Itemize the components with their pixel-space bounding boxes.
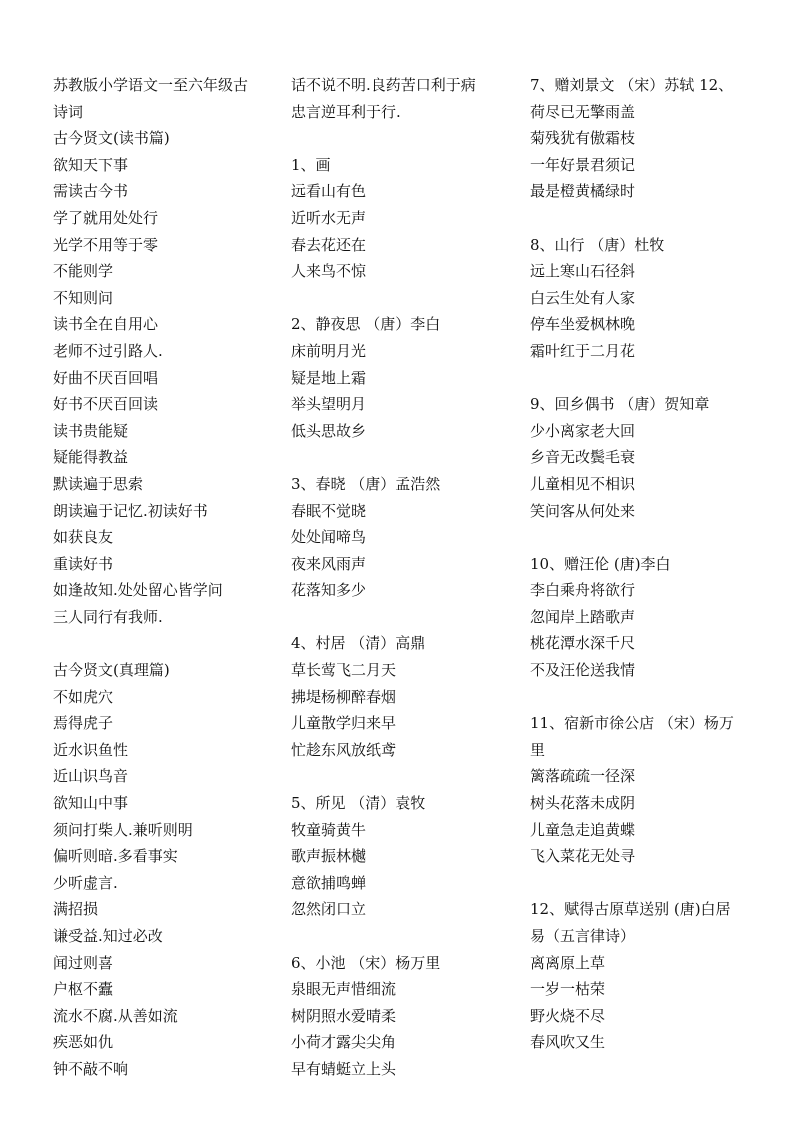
text-line: 不如虎穴 xyxy=(53,687,114,706)
blank-line xyxy=(53,630,273,657)
text-line: 小荷才露尖尖角 xyxy=(291,1033,397,1052)
text-line: 夜来风雨声 xyxy=(291,554,367,573)
text-line: 儿童相见不相识 xyxy=(530,474,636,493)
text-line: 好曲不厌百回唱 xyxy=(53,368,159,387)
text-line: 读书贵能疑 xyxy=(53,421,129,440)
text-line: 光学不用等于零 xyxy=(53,235,159,254)
text-line: 疑能得教益 xyxy=(53,448,129,467)
text-line: 7、赠刘景文 （宋）苏轼 12、 xyxy=(530,76,734,94)
text-line: 歌声振林樾 xyxy=(291,847,367,866)
text-line: 桃花潭水深千尺 xyxy=(530,634,636,653)
text-line: 读书全在自用心 xyxy=(53,315,159,334)
text-line: 忽闻岸上踏歌声 xyxy=(530,607,636,626)
text-line: 12、赋得古原草送别 (唐)白居 xyxy=(530,900,731,919)
blank-line xyxy=(291,285,511,312)
text-line: 牧童骑黄牛 xyxy=(291,820,367,839)
text-line: 满招损 xyxy=(53,900,99,919)
text-line: 古今贤文(真理篇) xyxy=(53,661,170,680)
text-line: 易（五言律诗） xyxy=(530,927,636,945)
text-line: 树头花落未成阴 xyxy=(530,794,636,813)
text-line: 5、所见 （清）袁牧 xyxy=(291,794,426,813)
text-line: 朗读遍于记忆.初读好书 xyxy=(53,501,208,520)
text-line: 如获良友 xyxy=(53,528,114,547)
text-line: 停车坐爱枫林晚 xyxy=(530,315,636,334)
text-line: 少小离家老大回 xyxy=(530,421,636,440)
text-line: 重读好书 xyxy=(53,554,114,573)
text-line: 近山识鸟音 xyxy=(53,767,129,786)
text-line: 忠言逆耳利于行. xyxy=(291,102,401,121)
text-line: 春眠不觉晓 xyxy=(291,501,367,520)
text-line: 花落知多少 xyxy=(291,581,367,600)
text-line: 疾恶如仇 xyxy=(53,1033,114,1052)
text-line: 古今贤文(读书篇) xyxy=(53,129,170,148)
text-line: 三人同行有我师. xyxy=(53,607,163,626)
text-line: 忽然闭口立 xyxy=(291,900,367,919)
text-line: 低头思故乡 xyxy=(291,421,367,440)
text-line: 流水不腐.从善如流 xyxy=(53,1006,178,1025)
text-line: 举头望明月 xyxy=(291,395,367,414)
blank-line xyxy=(530,684,770,711)
text-line: 离离原上草 xyxy=(530,953,606,972)
text-line: 忙趁东风放纸鸢 xyxy=(291,740,397,759)
text-line: 床前明月光 xyxy=(291,341,367,360)
text-line: 白云生处有人家 xyxy=(530,288,636,307)
text-line: 少听虚言. xyxy=(53,873,118,892)
text-line: 霜叶红于二月花 xyxy=(530,341,636,360)
text-line: 远上寒山石径斜 xyxy=(530,262,636,281)
text-line: 诗词 xyxy=(53,102,84,121)
text-line: 3、春晓 （唐）孟浩然 xyxy=(291,474,441,493)
text-line: 李白乘舟将欲行 xyxy=(530,581,636,600)
blank-line xyxy=(291,444,511,471)
text-line: 8、山行 （唐）杜牧 xyxy=(530,235,665,254)
text-line: 10、赠汪伦 (唐)李白 xyxy=(530,554,671,573)
text-line: 2、静夜思 （唐）李白 xyxy=(291,315,441,334)
text-line: 不能则学 xyxy=(53,262,114,281)
text-line: 不知则问 xyxy=(53,288,114,307)
text-line: 需读古今书 xyxy=(53,182,129,201)
blank-line xyxy=(530,870,770,897)
blank-line xyxy=(291,604,511,631)
text-line: 泉眼无声惜细流 xyxy=(291,980,397,999)
text-line: 笑问客从何处来 xyxy=(530,501,636,520)
text-line: 里 xyxy=(530,740,546,759)
text-line: 话不说不明.良药苦口利于病 xyxy=(291,76,476,94)
text-line: 春去花还在 xyxy=(291,235,367,254)
text-line: 儿童散学归来早 xyxy=(291,714,397,733)
text-line: 欲知山中事 xyxy=(53,794,129,813)
text-line: 菊残犹有傲霜枝 xyxy=(530,129,636,148)
text-line: 疑是地上霜 xyxy=(291,368,367,387)
text-line: 远看山有色 xyxy=(291,182,367,201)
text-line: 处处闻啼鸟 xyxy=(291,528,367,547)
text-line: 一岁一枯荣 xyxy=(530,980,606,999)
text-line: 野火烧不尽 xyxy=(530,1006,606,1025)
text-line: 谦受益.知过必改 xyxy=(53,927,163,945)
text-line: 户枢不蠹 xyxy=(53,980,114,999)
text-line: 飞入菜花无处寻 xyxy=(530,847,636,866)
blank-line xyxy=(530,365,770,392)
text-line: 最是橙黄橘绿时 xyxy=(530,182,636,201)
text-line: 荷尽已无擎雨盖 xyxy=(530,102,636,121)
text-line: 11、宿新市徐公店 （宋）杨万 xyxy=(530,714,734,733)
text-line: 近水识鱼性 xyxy=(53,740,129,759)
text-line: 儿童急走追黄蝶 xyxy=(530,820,636,839)
text-column-left xyxy=(53,72,273,1083)
text-line: 篱落疏疏一径深 xyxy=(530,767,636,786)
blank-line xyxy=(530,205,770,232)
text-line: 4、村居 （清）高鼎 xyxy=(291,634,426,653)
text-line: 苏教版小学语文一至六年级古 xyxy=(53,76,249,94)
text-column-right xyxy=(530,72,770,1056)
text-line: 须问打柴人.兼听则明 xyxy=(53,820,193,839)
text-line: 树阴照水爱晴柔 xyxy=(291,1006,397,1025)
text-line: 默读遍于思索 xyxy=(53,474,144,493)
text-line: 不及汪伦送我情 xyxy=(530,661,636,680)
text-line: 草长莺飞二月天 xyxy=(291,661,397,680)
text-line: 闻过则喜 xyxy=(53,953,114,972)
text-line: 春风吹又生 xyxy=(530,1033,606,1052)
blank-line xyxy=(291,125,511,152)
blank-line xyxy=(291,763,511,790)
text-line: 9、回乡偶书 （唐）贺知章 xyxy=(530,395,710,414)
text-line: 1、画 xyxy=(291,155,331,174)
text-line: 拂堤杨柳醉春烟 xyxy=(291,687,397,706)
text-line: 偏听则暗.多看事实 xyxy=(53,847,178,866)
text-line: 老师不过引路人. xyxy=(53,341,163,360)
text-line: 好书不厌百回读 xyxy=(53,395,159,414)
text-line: 意欲捕鸣蝉 xyxy=(291,873,367,892)
text-line: 欲知天下事 xyxy=(53,155,129,174)
text-line: 如逢故知.处处留心皆学问 xyxy=(53,581,223,600)
text-line: 钟不敲不响 xyxy=(53,1059,129,1078)
text-line: 早有蜻蜓立上头 xyxy=(291,1059,397,1078)
blank-line xyxy=(291,923,511,950)
text-line: 乡音无改鬓毛衰 xyxy=(530,448,636,467)
blank-line xyxy=(530,524,770,551)
text-line: 一年好景君须记 xyxy=(530,155,636,174)
text-line: 人来鸟不惊 xyxy=(291,262,367,281)
text-line: 6、小池 （宋）杨万里 xyxy=(291,953,441,972)
text-line: 焉得虎子 xyxy=(53,714,114,733)
text-line: 近听水无声 xyxy=(291,208,367,227)
text-line: 学了就用处处行 xyxy=(53,208,159,227)
text-column-middle xyxy=(291,72,511,1083)
